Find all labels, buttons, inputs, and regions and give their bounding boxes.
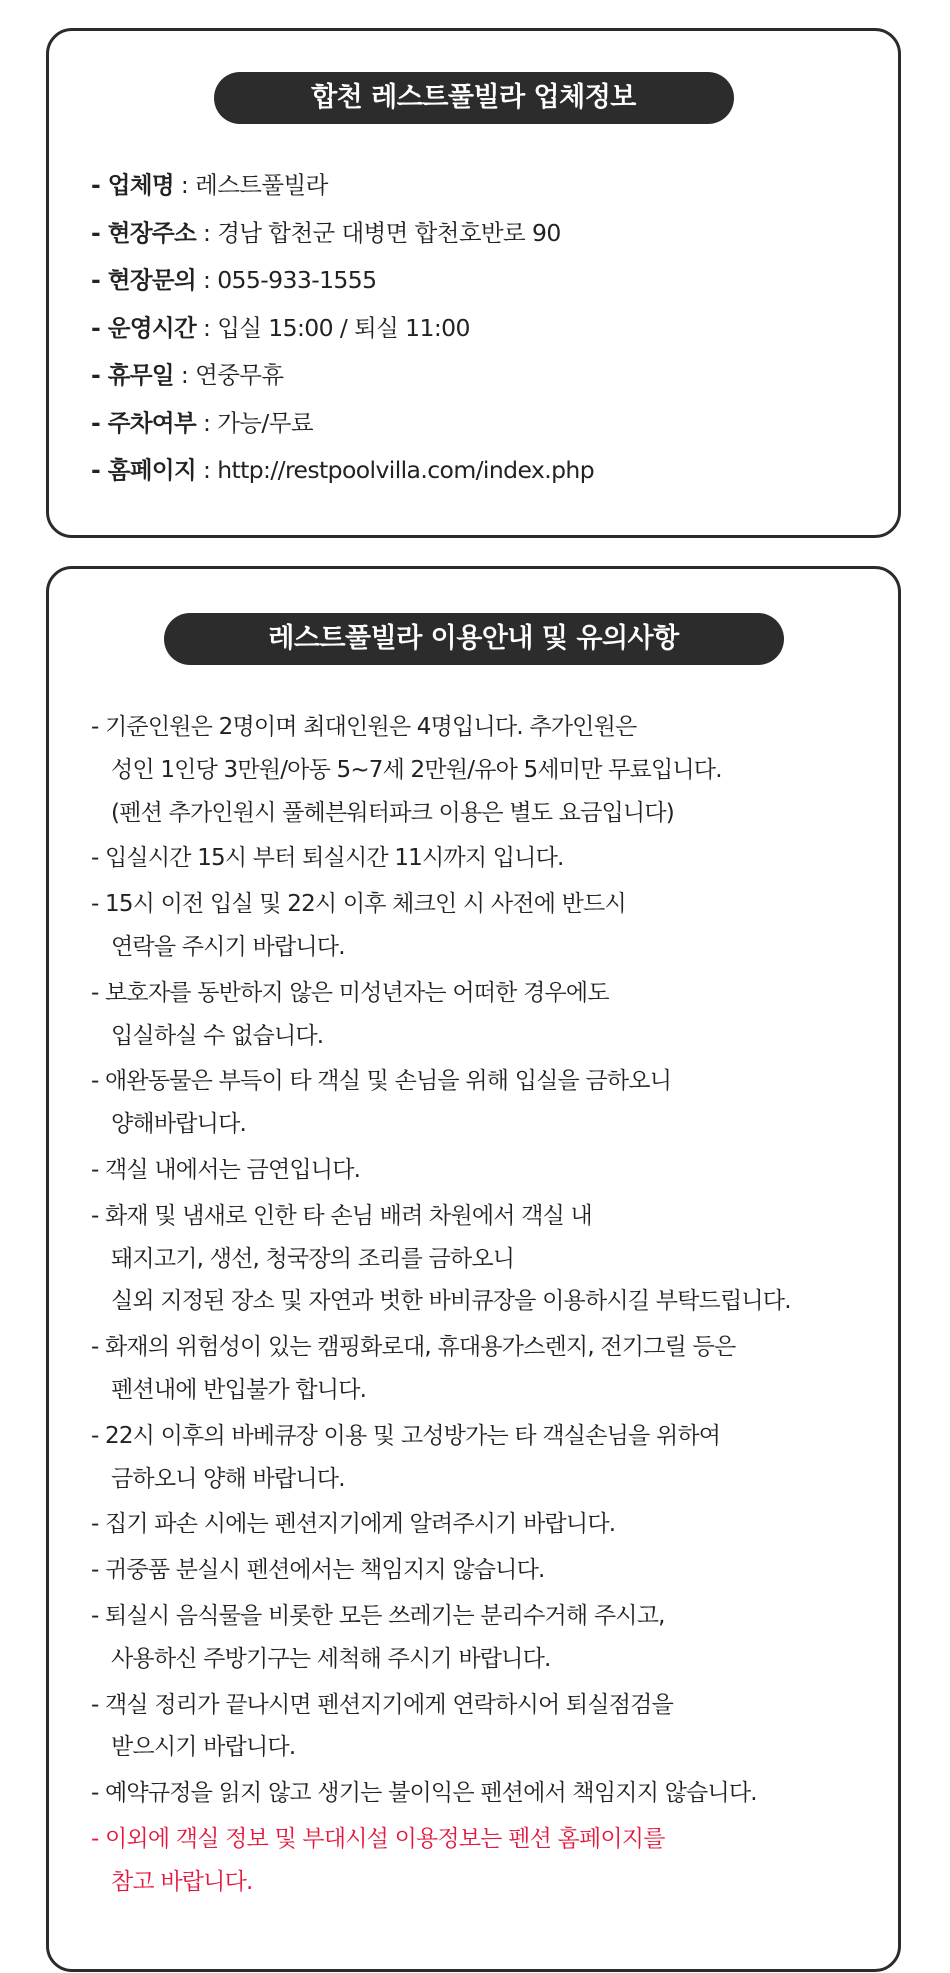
notice-line: - 입실시간 15시 부터 퇴실시간 11시까지 입니다. (91, 845, 564, 872)
business-info-card (46, 28, 901, 538)
info-label: - 현장문의 (91, 266, 197, 294)
notice-line: 양해바랍니다. (111, 1111, 247, 1138)
notice-line: 받으시기 바랍니다. (111, 1734, 296, 1761)
info-value: 경남 합천군 대병면 합천호반로 90 (217, 218, 561, 247)
usage-notice-card (46, 566, 901, 1972)
notice-item (91, 972, 791, 1058)
info-value: 입실 15:00 / 퇴실 11:00 (217, 313, 470, 342)
info-value: 연중무휴 (195, 361, 284, 389)
notice-item (91, 837, 791, 880)
info-label: - 주차여부 (91, 408, 197, 437)
info-value: 055-933-1555 (217, 266, 377, 294)
notice-line: 연락을 주시기 바랍니다. (111, 933, 345, 960)
notice-line: (펜션 추가인원시 풀헤븐워터파크 이용은 별도 요금입니다) (111, 799, 674, 826)
notice-line: 금하오니 양해 바랍니다. (111, 1465, 345, 1492)
notice-line: 참고 바랍니다. (111, 1868, 253, 1895)
info-row-holiday: - 휴무일 : 연중무휴 (91, 361, 284, 389)
notice-line: - 화재의 위험성이 있는 캠핑화로대, 휴대용가스렌지, 전기그릴 등은 (91, 1334, 736, 1361)
notice-item (91, 1772, 791, 1815)
info-label: - 홈페이지 (91, 456, 197, 484)
homepage-link: http://restpoolvilla.com/index.php (217, 456, 595, 484)
notice-line: 돼지고기, 생선, 청국장의 조리를 금하오니 (111, 1245, 515, 1272)
business-info-title: 합천 레스트풀빌라 업체정보 (214, 72, 734, 124)
notice-item (91, 1149, 791, 1192)
usage-notice-title: 레스트풀빌라 이용안내 및 유의사항 (164, 613, 784, 665)
notice-item (91, 1503, 791, 1546)
info-row-address: - 현장주소 : 경남 합천군 대병면 합천호반로 90 (91, 218, 561, 247)
info-row-homepage: - 홈페이지 : http://restpoolvilla.com/index.php (91, 456, 595, 484)
notice-line: - 15시 이전 입실 및 22시 이후 체크인 시 사전에 반드시 (91, 891, 626, 918)
notice-item (91, 883, 791, 969)
notice-line: - 화재 및 냄새로 인한 타 손님 배려 차원에서 객실 내 (91, 1202, 592, 1229)
notice-item (91, 706, 791, 834)
notice-item (91, 1060, 791, 1146)
business-info-list (91, 162, 594, 495)
notice-line: 펜션내에 반입불가 합니다. (111, 1376, 367, 1403)
info-label: - 업체명 (91, 171, 175, 199)
info-label: - 운영시간 (91, 313, 197, 342)
notice-line: - 22시 이후의 바베큐장 이용 및 고성방가는 타 객실손님을 위하여 (91, 1422, 721, 1449)
notice-item (91, 1818, 791, 1904)
info-label: - 휴무일 (91, 361, 175, 389)
notice-line: - 예약규정을 읽지 않고 생기는 불이익은 펜션에서 책임지지 않습니다. (91, 1780, 757, 1807)
notice-line: 성인 1인당 3만원/아동 5~7세 2만원/유아 5세미만 무료입니다. (111, 756, 722, 783)
notice-item (91, 1595, 791, 1681)
notice-item (91, 1326, 791, 1412)
info-value: 가능/무료 (217, 408, 313, 437)
info-label: - 현장주소 (91, 218, 197, 247)
notice-line: - 퇴실시 음식물을 비롯한 모든 쓰레기는 분리수거해 주시고, (91, 1602, 665, 1629)
notice-line: - 애완동물은 부득이 타 객실 및 손님을 위해 입실을 금하오니 (91, 1068, 672, 1095)
notice-item (91, 1684, 791, 1770)
notice-line: 실외 지정된 장소 및 자연과 벗한 바비큐장을 이용하시길 부탁드립니다. (111, 1288, 791, 1315)
notice-item (91, 1415, 791, 1501)
info-row-name: - 업체명 : 레스트풀빌라 (91, 171, 328, 199)
info-row-phone: - 현장문의 : 055-933-1555 (91, 266, 377, 294)
usage-notice-list (91, 706, 791, 1907)
notice-item (91, 1549, 791, 1592)
notice-line: - 객실 내에서는 금연입니다. (91, 1156, 361, 1183)
notice-line: - 기준인원은 2명이며 최대인원은 4명입니다. 추가인원은 (91, 714, 637, 740)
notice-line: - 객실 정리가 끝나시면 펜션지기에게 연락하시어 퇴실점검을 (91, 1691, 674, 1718)
info-row-hours: - 운영시간 : 입실 15:00 / 퇴실 11:00 (91, 313, 470, 342)
notice-item (91, 1195, 791, 1323)
notice-line: 입실하실 수 없습니다. (111, 1022, 324, 1049)
notice-line: - 집기 파손 시에는 펜션지기에게 알려주시기 바랍니다. (91, 1511, 616, 1538)
info-row-parking: - 주차여부 : 가능/무료 (91, 408, 313, 437)
notice-line: - 이외에 객실 정보 및 부대시설 이용정보는 펜션 홈페이지를 (91, 1825, 665, 1852)
notice-line: 사용하신 주방기구는 세척해 주시기 바랍니다. (111, 1645, 551, 1672)
notice-line: - 보호자를 동반하지 않은 미성년자는 어떠한 경우에도 (91, 979, 609, 1006)
info-value: 레스트풀빌라 (195, 171, 328, 199)
notice-line: - 귀중품 분실시 펜션에서는 책임지지 않습니다. (91, 1557, 545, 1584)
